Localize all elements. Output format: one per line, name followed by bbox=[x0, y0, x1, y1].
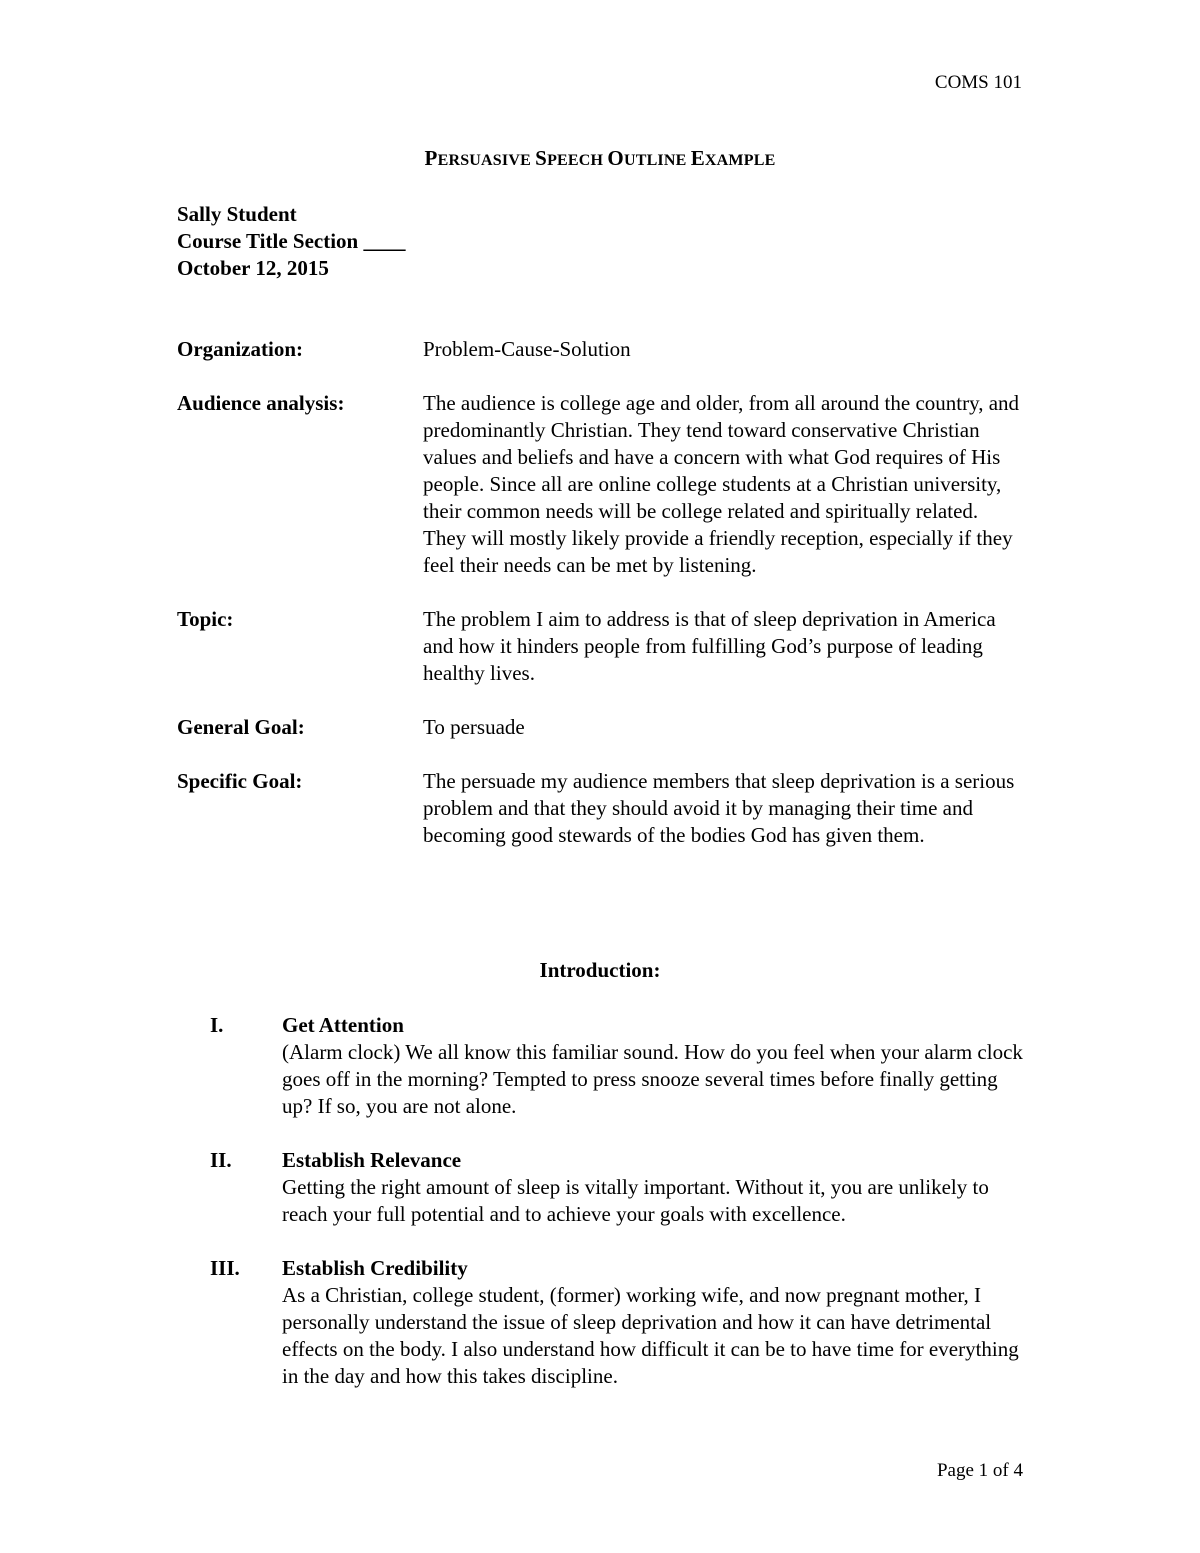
title-smallcaps: XAMPLE bbox=[704, 152, 776, 169]
title-initial: P bbox=[424, 146, 438, 170]
outline-text: (Alarm clock) We all know this familiar sound. How do you feel when your alarm clock goes off in the morning? Tempted to press snooze several times before finally getting up? If so, you are not alone. bbox=[282, 1040, 1023, 1118]
outline-number: II. bbox=[210, 1148, 232, 1172]
detail-row-audience-analysis bbox=[177, 390, 1037, 579]
outline-heading: Establish Relevance bbox=[282, 1148, 462, 1172]
title-initial: O bbox=[607, 146, 624, 170]
detail-label: Audience analysis: bbox=[177, 391, 345, 415]
detail-label: General Goal: bbox=[177, 715, 305, 739]
outline-body bbox=[282, 1147, 1032, 1228]
title-smallcaps: UTLINE bbox=[623, 152, 691, 169]
outline-text: As a Christian, college student, (former) working wife, and now pregnant mother, I personally understand the issue of sleep deprivation and how it can have detrimental effects on the body. I also understand how difficult it can be to have time for everything in the day and how this takes discipline. bbox=[282, 1283, 1019, 1388]
detail-value: Problem-Cause-Solution bbox=[423, 337, 631, 361]
detail-row-topic bbox=[177, 606, 1037, 687]
detail-label: Organization: bbox=[177, 337, 303, 361]
detail-row-general-goal bbox=[177, 714, 1037, 741]
outline-number: I. bbox=[210, 1013, 224, 1037]
detail-label: Topic: bbox=[177, 607, 234, 631]
title-initial: S bbox=[535, 146, 548, 170]
page-number: Page 1 of 4 bbox=[936, 1460, 1023, 1481]
outline-body bbox=[282, 1012, 1032, 1120]
outline-item-establish-credibility bbox=[210, 1255, 1040, 1390]
speech-details bbox=[177, 336, 1037, 876]
introduction-heading: Introduction: bbox=[539, 958, 661, 982]
title-smallcaps: ERSUASIVE bbox=[437, 152, 536, 169]
course-code-header: COMS 101 bbox=[934, 72, 1022, 93]
outline-number: III. bbox=[210, 1256, 240, 1280]
document-title bbox=[0, 146, 1200, 171]
course-section: Course Title Section ____ bbox=[177, 229, 406, 253]
detail-label: Specific Goal: bbox=[177, 769, 303, 793]
outline-text: Getting the right amount of sleep is vitally important. Without it, you are unlikely to reach your full potential and to achieve your goals with excellence. bbox=[282, 1175, 989, 1226]
title-smallcaps: PEECH bbox=[547, 152, 608, 169]
detail-value: To persuade bbox=[423, 715, 525, 739]
outline-item-get-attention bbox=[210, 1012, 1040, 1120]
outline-item-establish-relevance bbox=[210, 1147, 1040, 1228]
author-name: Sally Student bbox=[177, 202, 297, 226]
detail-value: The audience is college age and older, from all around the country, and predominantly Christian. They tend toward conservative Christian values and beliefs and have a concern with what God requires of His people. Since all are online college students at a Christian university, their common needs will be college related and spiritually related. They will mostly likely provide a friendly reception, especially if they feel their needs can be met by listening. bbox=[423, 391, 1020, 577]
detail-row-organization bbox=[177, 336, 1037, 363]
outline-body bbox=[282, 1255, 1032, 1390]
detail-row-specific-goal bbox=[177, 768, 1037, 849]
author-block bbox=[177, 201, 405, 282]
detail-value: The problem I aim to address is that of sleep deprivation in America and how it hinders people from fulfilling God’s purpose of leading healthy lives. bbox=[423, 607, 996, 685]
introduction-outline bbox=[210, 1012, 1040, 1417]
title-initial: E bbox=[690, 146, 705, 170]
date: October 12, 2015 bbox=[177, 256, 329, 280]
detail-value: The persuade my audience members that sleep deprivation is a serious problem and that they should avoid it by managing their time and becoming good stewards of the bodies God has given them. bbox=[423, 769, 1015, 847]
outline-heading: Get Attention bbox=[282, 1013, 404, 1037]
outline-heading: Establish Credibility bbox=[282, 1256, 468, 1280]
